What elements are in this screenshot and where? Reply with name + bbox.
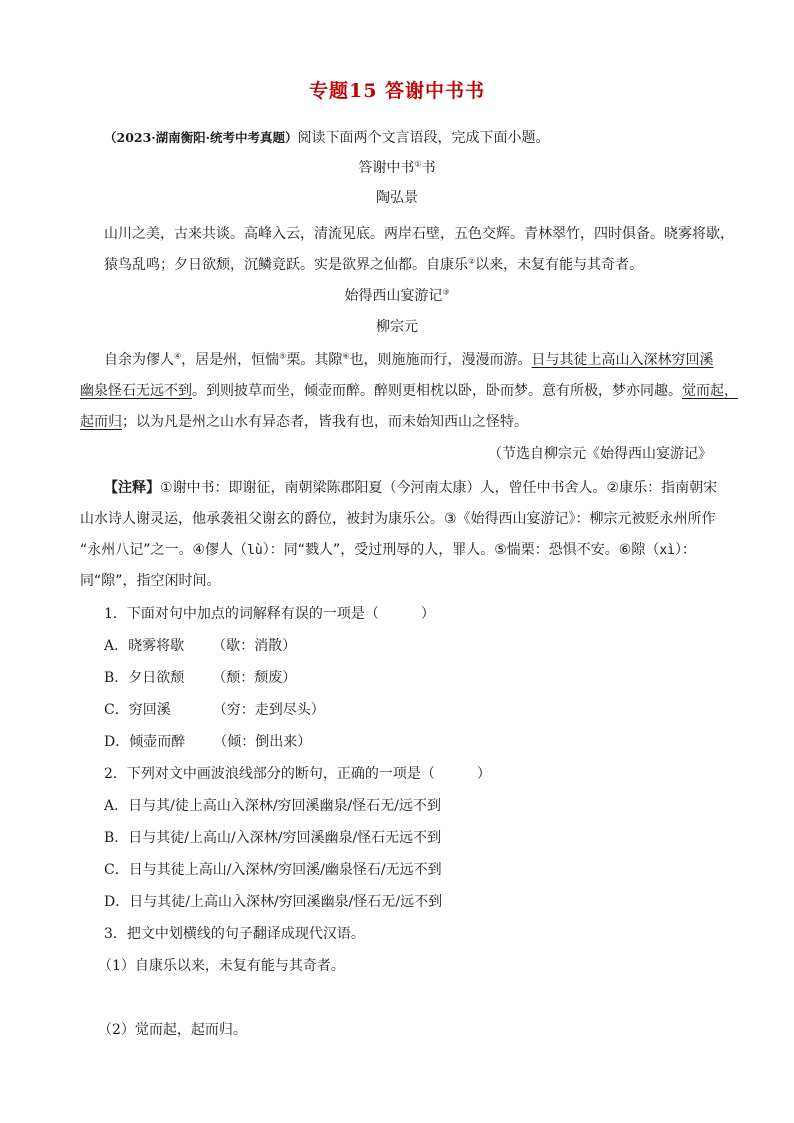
text1-paragraph-line1: 山川之美，古来共谈。高峰入云，清流见底。两岸石壁，五色交辉。青林翠竹，四时俱备。晓雾将歇， [104, 226, 734, 242]
text2-paragraph-line2: 幽泉怪石无远不到。到则披草而坐，倾壶而醉。醉则更相枕以卧，卧而梦。意有所极，梦亦同趣。觉而起， [80, 383, 738, 399]
text1-title: 答谢中书①书 [358, 159, 436, 176]
notes-line2: 山水诗人谢灵运，他承袭祖父谢玄的爵位，被封为康乐公。③《始得西山宴游记》：柳宗元被贬永州所作 [80, 511, 716, 527]
q3-subquestion-2: （2）觉而起，起而归。 [98, 1022, 247, 1038]
notes-line4: 同“隙”，指空闲时间。 [80, 573, 221, 589]
text2-author: 柳宗元 [376, 319, 418, 335]
text2-source: （节选自柳宗元《始得西山宴游记》 [488, 446, 712, 462]
text2-paragraph-line1: 自余为僇人④，居是州，恒惴⑤栗。其隙⑥也，则施施而行，漫漫而游。日与其徒上高山入深林穷回溪 [104, 351, 714, 368]
q1-option-c: C．穷回溪 （穷：走到尽头） [104, 702, 325, 718]
q2-option-a: A．日与其/徒上高山入深林/穷回溪幽泉/怪石无/远不到 [104, 798, 441, 814]
q1-option-d: D．倾壶而醉 （倾：倒出来） [104, 734, 312, 750]
wavy-underlined-sentence: 日与其徒上高山入深林穷回溪 [531, 352, 714, 368]
text1-author: 陶弘景 [376, 190, 418, 206]
page-title: 专题15 答谢中书书 [308, 80, 486, 102]
question-3-stem: 3．把文中划横线的句子翻译成现代汉语。 [104, 926, 365, 942]
wavy-underlined-sentence-end: 幽泉怪石无远不到 [80, 383, 192, 399]
q2-option-c: C．日与其徒上高山/入深林/穷回溪/幽泉怪石/无远不到 [104, 862, 442, 878]
text1-paragraph-line2: 猿鸟乱鸣；夕日欲颓，沉鳞竞跃。实是欲界之仙都。自康乐②以来，未复有能与其奇者。 [104, 256, 644, 273]
q2-option-d: D．日与其徒/上高山入深林/穷回溪幽泉/怪石无/远不到 [104, 894, 443, 910]
question-source: （2023·湖南衡阳·统考中考真题） [104, 130, 298, 145]
notes-label: 【注释】 [104, 480, 160, 496]
intro-line [104, 128, 550, 148]
notes-line3: “永州八记”之一。④僇人（lù）：同“戮人”，受过刑辱的人，罪人。⑤惴栗：恐惧不安。⑥隙（xì）： [80, 542, 696, 558]
underlined-sentence-end: 起而归 [80, 414, 122, 430]
underlined-sentence: 觉而起， [682, 383, 738, 399]
q1-option-a: A．晓雾将歇 （歇：消散） [104, 638, 297, 654]
text2-title: 始得西山宴游记③ [344, 287, 450, 304]
q2-option-b: B．日与其徒/上高山/入深林/穷回溪幽泉/怪石无远不到 [104, 830, 442, 846]
q3-subquestion-1: （1）自康乐以来，未复有能与其奇者。 [98, 958, 345, 974]
question-1-stem: 1．下面对句中加点的词解释有误的一项是（ ） [104, 606, 435, 622]
question-2-stem: 2．下列对文中画波浪线部分的断句，正确的一项是（ ） [104, 766, 491, 782]
notes-line1: 【注释】①谢中书：即谢征，南朝梁陈郡阳夏（今河南太康）人，曾任中书舍人。②康乐：指南朝宋 [104, 480, 718, 496]
intro-text: 阅读下面两个文言语段，完成下面小题。 [297, 130, 550, 146]
q1-option-b: B．夕日欲颓 （颓：颓废） [104, 670, 297, 686]
text2-paragraph-line3: 起而归；以为凡是州之山水有异态者，皆我有也，而未始知西山之怪特。 [80, 414, 528, 430]
